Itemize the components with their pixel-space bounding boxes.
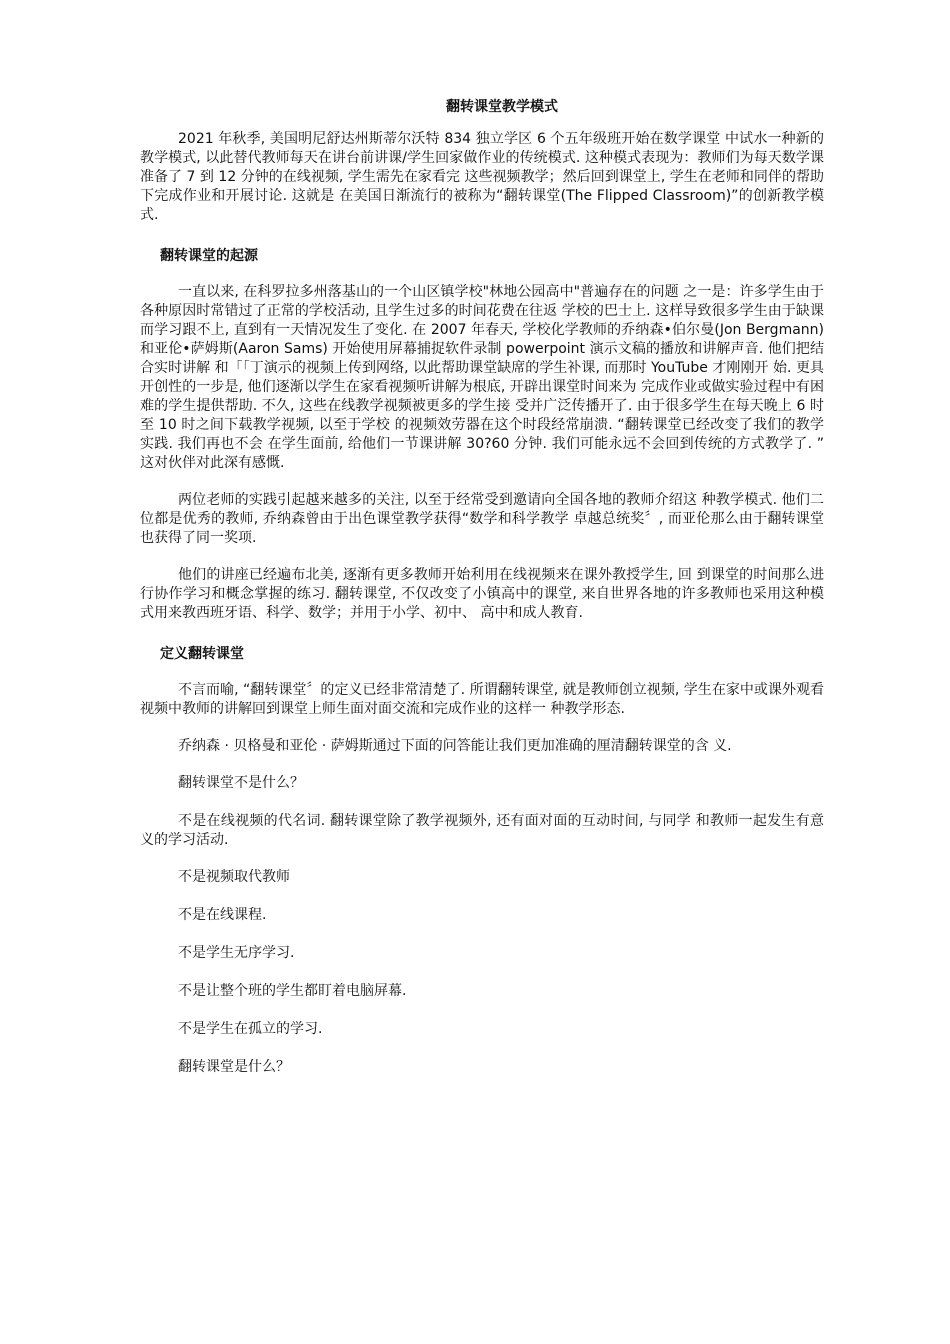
origin-paragraph-3: 他们的讲座已经遍布北美, 逐渐有更多教师开始利用在线视频来在课外教授学生, 回 到课堂的时间那么进行协作学习和概念掌握的练习. 翻转课堂, 不仅改变了小镇高中的课堂, 来自世界各地的许多教师也采用这种模式用来教西班牙语、科学、数学；并用于小学、初中、 高中和成人教育.	[140, 567, 824, 621]
define-paragraph-2: 乔纳森 · 贝格曼和亚伦 · 萨姆斯通过下面的问答能让我们更加准确的厘清翻转课堂的含 义.	[178, 738, 732, 754]
not-item: 不是学生在孤立的学习.	[178, 1021, 323, 1037]
not-item: 不是让整个班的学生都盯着电脑屏幕.	[178, 983, 407, 999]
not-paragraph-1: 不是在线视频的代名词. 翻转课堂除了教学视频外, 还有面对面的互动时间, 与同学 和教师一起发生有意义的学习活动.	[140, 813, 824, 848]
question-is: 翻转课堂是什么？	[178, 1059, 290, 1075]
not-item: 不是视频取代教师	[178, 869, 290, 885]
origin-paragraph-2: 两位老师的实践引起越来越多的关注, 以至于经常受到邀请向全国各地的教师介绍这 种教学模式. 他们二位都是优秀的教师, 乔纳森曾由于出色课堂教学获得“数学和科学教学 卓越总统奖〞, 而亚伦那么由于翻转课堂也获得了同一奖项.	[140, 492, 824, 546]
heading-origin: 翻转课堂的起源	[160, 248, 258, 264]
origin-paragraph-1: 一直以来, 在科罗拉多州落基山的一个山区镇学校"林地公园高中"普遍存在的问题 之一是：许多学生由于各种原因时常错过了正常的学校活动, 且学生过多的时间花费在往返 学校的巴士上. 这样导致很多学生由于缺课而学习跟不上, 直到有一天情况发生了变化. 在 2007 年春天, 学校化学教师的乔纳森•伯尔曼(Jon Bergmann)和亚伦•萨姆斯(Aaron Sams) 开始使用屏幕捕捉软件录制 powerpoint 演示文稿的播放和讲解声音. 他们把结合实时讲解 和「「丁演示的视频上传到网络, 以此帮助课堂缺席的学生补课, 而那时 YouTube 才刚刚开 始. 更具开创性的一步是, 他们逐渐以学生在家看视频听讲解为根底, 开辟出课堂时间来为 完成作业或做实验过程中有困难的学生提供帮助. 不久, 这些在线教学视频被更多的学生接 受并广泛传播开了. 由于很多学生在每天晚上 6 时至 10 时之间下载教学视频, 以至于学校 的视频效劳器在这个时段经常崩溃. “翻转课堂已经改变了我们的教学实践. 我们再也不会 在学生面前, 给他们一节课讲解 30?60 分钟. 我们可能永远不会回到传统的方式教学了. ” 这对伙伴对此深有感慨.	[140, 284, 824, 471]
document-title: 翻转课堂教学模式	[446, 99, 558, 115]
heading-define: 定义翻转课堂	[160, 646, 244, 662]
question-not: 翻转课堂不是什么？	[178, 775, 304, 791]
intro-paragraph: 2021 年秋季, 美国明尼舒达州斯蒂尔沃特 834 独立学区 6 个五年级班开始在数学课堂 中试水一种新的教学模式, 以此替代教师每天在讲台前讲课/学生回家做作业的传统模式. 这种模式表现为：教师们为每天数学课准备了 7 到 12 分钟的在线视频, 学生需先在家看完 这些视频教学；然后回到课堂上, 学生在老师和同伴的帮助下完成作业和开展讨论. 这就是 在美国日渐流行的被称为“翻转课堂(The Flipped Classroom)”的创新教学模式.	[140, 131, 824, 223]
not-item: 不是学生无序学习.	[178, 945, 295, 961]
define-paragraph-1: 不言而喻, “翻转课堂〞的定义已经非常清楚了. 所谓翻转课堂, 就是教师创立视频, 学生在家中或课外观看视频中教师的讲解回到课堂上师生面对面交流和完成作业的这样一 种教学形态.	[140, 682, 824, 717]
not-item: 不是在线课程.	[178, 907, 267, 923]
